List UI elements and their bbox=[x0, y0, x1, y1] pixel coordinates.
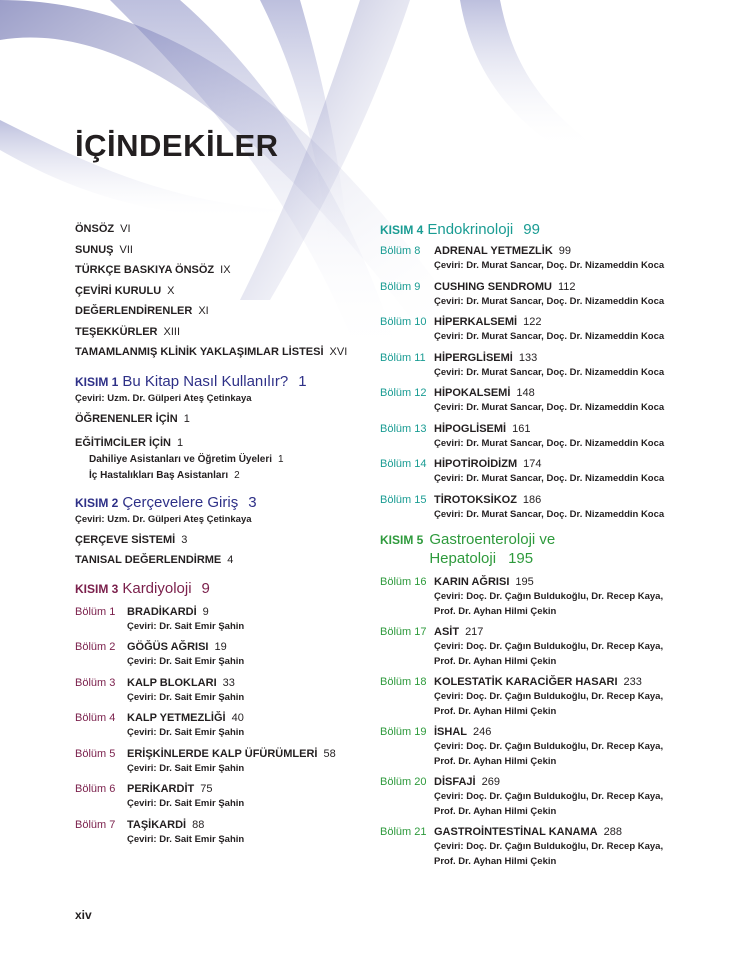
chapter-label: Bölüm 4 bbox=[75, 712, 116, 724]
chapter-entry[interactable] bbox=[380, 674, 680, 719]
chapter-label: Bölüm 5 bbox=[75, 747, 116, 760]
entry-title: TEŞEKKÜRLER bbox=[75, 325, 158, 338]
chapter-title: İSHAL bbox=[434, 726, 467, 738]
chapter-credit: Çeviri: Doç. Dr. Çağın Buldukoğlu, Dr. Recep Kaya, bbox=[434, 841, 664, 852]
chapter-entry[interactable] bbox=[380, 421, 680, 452]
toc-entry-egitimciler[interactable] bbox=[75, 435, 375, 452]
chapter-label: Bölüm 8 bbox=[380, 245, 421, 257]
chapter-title: HİPERGLİSEMİ bbox=[434, 351, 513, 364]
chapter-credit: Çeviri: Dr. Murat Sancar, Doç. Dr. Nizameddin Koca bbox=[434, 508, 665, 520]
chapter-title: TAŞİKARDİ bbox=[127, 818, 187, 831]
chapter-label: Bölüm 9 bbox=[380, 280, 421, 293]
chapter-title: HİPOTİROİDİZM bbox=[434, 458, 518, 470]
chapter-label: Bölüm 16 bbox=[380, 576, 427, 588]
chapter-title: GÖĞÜS AĞRISI bbox=[127, 641, 209, 653]
toc-entry-sunus[interactable] bbox=[75, 242, 375, 263]
entry-page: 3 bbox=[181, 533, 188, 546]
chapter-label: Bölüm 1 bbox=[75, 605, 116, 618]
entry-title: TÜRKÇE BASKIYA ÖNSÖZ bbox=[75, 264, 215, 276]
toc-left-column bbox=[75, 221, 375, 852]
chapter-entry[interactable] bbox=[75, 675, 375, 706]
entry-page: 1 bbox=[183, 412, 190, 425]
entry-page: VII bbox=[119, 243, 133, 256]
chapter-credit: Çeviri: Dr. Murat Sancar, Doç. Dr. Nizameddin Koca bbox=[434, 402, 665, 413]
chapter-label: Bölüm 10 bbox=[380, 316, 427, 328]
chapter-entry[interactable] bbox=[380, 350, 680, 381]
chapter-label: Bölüm 13 bbox=[380, 422, 427, 435]
chapter-title: PERİKARDİT bbox=[127, 783, 195, 795]
chapter-label: Bölüm 20 bbox=[380, 776, 427, 788]
chapter-title: HİPOKALSEMİ bbox=[434, 387, 511, 399]
chapter-page: 233 bbox=[623, 676, 642, 688]
part-page: 9 bbox=[201, 579, 210, 597]
chapter-label: Bölüm 2 bbox=[75, 641, 116, 653]
chapter-title: KALP BLOKLARI bbox=[127, 676, 217, 689]
entry-page: X bbox=[167, 284, 175, 297]
part-credit: Çeviri: Uzm. Dr. Gülperi Ateş Çetinkaya bbox=[75, 392, 252, 404]
entry-title: ÖNSÖZ bbox=[75, 223, 115, 235]
chapter-entry[interactable] bbox=[380, 385, 680, 416]
chapter-credit: Çeviri: Dr. Murat Sancar, Doç. Dr. Nizameddin Koca bbox=[434, 260, 665, 271]
chapter-page: 174 bbox=[523, 458, 542, 470]
chapter-page: 195 bbox=[515, 576, 534, 588]
part-label: KISIM 2 bbox=[75, 495, 119, 510]
chapter-entry[interactable] bbox=[75, 817, 375, 848]
part-page: 195 bbox=[508, 550, 534, 567]
toc-subentry[interactable] bbox=[75, 468, 375, 484]
chapter-label: Bölüm 6 bbox=[75, 783, 116, 795]
chapter-title: ADRENAL YETMEZLİK bbox=[434, 245, 553, 257]
chapter-page: 19 bbox=[214, 641, 227, 653]
part-title: Kardiyoloji bbox=[122, 579, 192, 597]
entry-title: TAMAMLANMIŞ KLİNİK YAKLAŞIMLAR LİSTESİ bbox=[75, 346, 324, 358]
part-heading-5[interactable] bbox=[380, 530, 680, 568]
chapter-entry[interactable] bbox=[380, 492, 680, 523]
part-label: KISIM 1 bbox=[75, 374, 119, 389]
chapter-page: 122 bbox=[523, 316, 542, 328]
chapter-entry[interactable] bbox=[380, 774, 680, 819]
chapter-page: 58 bbox=[323, 747, 336, 760]
chapter-entry[interactable] bbox=[380, 243, 680, 274]
part-page: 1 bbox=[298, 372, 307, 390]
chapter-entry[interactable] bbox=[75, 746, 375, 777]
chapter-credit: Çeviri: Dr. Murat Sancar, Doç. Dr. Nizameddin Koca bbox=[434, 437, 665, 449]
chapter-credit: Prof. Dr. Ayhan Hilmi Çekin bbox=[434, 855, 557, 867]
toc-entry-klinik-yaklasimlar[interactable] bbox=[75, 344, 375, 365]
part-title: Çerçevelere Giriş bbox=[122, 493, 239, 511]
chapter-label: Bölüm 14 bbox=[380, 458, 427, 470]
chapter-page: 33 bbox=[222, 676, 235, 689]
chapter-page: 246 bbox=[473, 726, 492, 738]
toc-entry-degerlendirenler[interactable] bbox=[75, 303, 375, 324]
chapter-page: 88 bbox=[192, 818, 205, 831]
chapter-credit: Prof. Dr. Ayhan Hilmi Çekin bbox=[434, 655, 557, 667]
chapter-page: 217 bbox=[465, 626, 484, 638]
chapter-page: 40 bbox=[231, 712, 244, 724]
toc-right-column bbox=[380, 221, 680, 874]
entry-page: XIII bbox=[163, 325, 181, 338]
entry-title: ÖĞRENENLER İÇİN bbox=[75, 412, 178, 425]
chapter-entry[interactable] bbox=[75, 604, 375, 635]
chapter-title: BRADİKARDİ bbox=[127, 605, 197, 618]
chapter-label: Bölüm 12 bbox=[380, 387, 427, 399]
chapter-label: Bölüm 21 bbox=[380, 826, 427, 838]
chapter-entry[interactable] bbox=[380, 574, 680, 619]
chapter-credit: Çeviri: Doç. Dr. Çağın Buldukoğlu, Dr. Recep Kaya, bbox=[434, 691, 664, 702]
chapter-credit: Çeviri: Dr. Murat Sancar, Doç. Dr. Nizameddin Koca bbox=[434, 331, 665, 342]
page-title: İÇİNDEKİLER bbox=[75, 128, 279, 163]
chapter-entry[interactable] bbox=[75, 781, 375, 812]
entry-title: EĞİTİMCİLER İÇİN bbox=[75, 436, 171, 449]
chapter-entry[interactable] bbox=[380, 314, 680, 345]
chapter-credit: Prof. Dr. Ayhan Hilmi Çekin bbox=[434, 605, 557, 617]
chapter-credit: Prof. Dr. Ayhan Hilmi Çekin bbox=[434, 755, 557, 767]
chapter-entry[interactable] bbox=[380, 724, 680, 769]
chapter-page: 9 bbox=[202, 605, 209, 618]
entry-page: XI bbox=[198, 305, 209, 317]
chapter-title: KALP YETMEZLİĞİ bbox=[127, 712, 226, 724]
chapter-title: CUSHING SENDROMU bbox=[434, 280, 552, 293]
entry-page: 2 bbox=[234, 469, 240, 481]
chapter-credit: Çeviri: Doç. Dr. Çağın Buldukoğlu, Dr. Recep Kaya, bbox=[434, 641, 664, 652]
toc-entry-cerceve-sistemi[interactable] bbox=[75, 532, 375, 552]
chapter-credit: Çeviri: Dr. Sait Emir Şahin bbox=[127, 691, 245, 703]
toc-entry-turkce-baskiya-onsoz[interactable] bbox=[75, 262, 375, 283]
chapter-credit: Çeviri: Dr. Murat Sancar, Doç. Dr. Nizameddin Koca bbox=[434, 366, 665, 378]
part-label: KISIM 4 bbox=[380, 223, 424, 237]
chapter-credit: Çeviri: Dr. Murat Sancar, Doç. Dr. Nizameddin Koca bbox=[434, 295, 665, 307]
toc-entry-tanisal-degerlendirme[interactable] bbox=[75, 552, 375, 572]
chapter-credit: Çeviri: Dr. Sait Emir Şahin bbox=[127, 833, 245, 845]
chapter-label: Bölüm 11 bbox=[380, 351, 426, 364]
chapter-entry[interactable] bbox=[380, 624, 680, 669]
entry-page: VI bbox=[120, 223, 131, 235]
toc-entry-ceviri-kurulu[interactable] bbox=[75, 283, 375, 304]
chapter-title: HİPERKALSEMİ bbox=[434, 316, 518, 328]
chapter-label: Bölüm 18 bbox=[380, 676, 427, 688]
entry-title: SUNUŞ bbox=[75, 243, 114, 256]
entry-page: 1 bbox=[176, 436, 184, 449]
part-label: KISIM 5 bbox=[380, 533, 424, 547]
chapter-title: ERİŞKİNLERDE KALP ÜFÜRÜMLERİ bbox=[127, 747, 318, 760]
chapter-title: ASİT bbox=[434, 626, 460, 638]
toc-entry-ogrenenler[interactable] bbox=[75, 411, 375, 431]
part-page: 3 bbox=[248, 493, 257, 511]
chapter-page: 288 bbox=[603, 826, 622, 838]
chapter-title: HİPOGLİSEMİ bbox=[434, 422, 507, 435]
part-heading-2[interactable] bbox=[75, 494, 375, 512]
entry-page: 4 bbox=[227, 553, 234, 566]
chapter-label: Bölüm 3 bbox=[75, 676, 116, 689]
chapter-entry[interactable] bbox=[75, 639, 375, 670]
chapter-title: GASTROİNTESTİNAL KANAMA bbox=[434, 826, 598, 838]
part-credit: Çeviri: Uzm. Dr. Gülperi Ateş Çetinkaya bbox=[75, 513, 252, 525]
chapter-credit: Prof. Dr. Ayhan Hilmi Çekin bbox=[434, 705, 557, 717]
chapter-title: KOLESTATİK KARACİĞER HASARI bbox=[434, 676, 618, 688]
chapter-page: 269 bbox=[481, 776, 500, 788]
chapter-credit: Çeviri: Dr. Sait Emir Şahin bbox=[127, 798, 245, 809]
page-number: xiv bbox=[75, 908, 92, 922]
entry-title: İç Hastalıkları Baş Asistanları bbox=[89, 469, 229, 481]
part-title: Bu Kitap Nasıl Kullanılır? bbox=[122, 372, 289, 390]
chapter-credit: Prof. Dr. Ayhan Hilmi Çekin bbox=[434, 805, 557, 817]
chapter-label: Bölüm 19 bbox=[380, 726, 427, 738]
entry-page: 1 bbox=[278, 453, 284, 465]
chapter-title: DİSFAJİ bbox=[434, 776, 476, 788]
chapter-credit: Çeviri: Dr. Murat Sancar, Doç. Dr. Nizameddin Koca bbox=[434, 473, 665, 484]
chapter-credit: Çeviri: Doç. Dr. Çağın Buldukoğlu, Dr. Recep Kaya, bbox=[434, 741, 664, 752]
part-title: Gastroenteroloji ve bbox=[429, 531, 556, 548]
chapter-label: Bölüm 7 bbox=[75, 818, 116, 831]
entry-title: ÇERÇEVE SİSTEMİ bbox=[75, 533, 176, 546]
chapter-page: 75 bbox=[200, 783, 213, 795]
part-label: KISIM 3 bbox=[75, 581, 119, 596]
chapter-title: KARIN AĞRISI bbox=[434, 576, 510, 588]
entry-page: IX bbox=[220, 264, 231, 276]
part-page: 99 bbox=[523, 221, 540, 238]
chapter-credit: Çeviri: Dr. Sait Emir Şahin bbox=[127, 727, 245, 738]
part-heading-4[interactable] bbox=[380, 221, 680, 239]
part-title: Hepatoloji bbox=[429, 550, 497, 567]
chapter-credit: Çeviri: Dr. Sait Emir Şahin bbox=[127, 762, 245, 774]
chapter-page: 161 bbox=[512, 422, 531, 435]
chapter-page: 133 bbox=[518, 351, 538, 364]
chapter-entry[interactable] bbox=[380, 279, 680, 310]
part-title: Endokrinoloji bbox=[427, 221, 514, 238]
toc-entry-onsoz[interactable] bbox=[75, 221, 375, 242]
chapter-label: Bölüm 15 bbox=[380, 493, 427, 506]
chapter-label: Bölüm 17 bbox=[380, 626, 427, 638]
toc-subentry[interactable] bbox=[75, 452, 375, 468]
toc-entry-tesekkurler[interactable] bbox=[75, 324, 375, 345]
chapter-page: 99 bbox=[558, 245, 572, 257]
entry-title: DEĞERLENDİRENLER bbox=[75, 305, 193, 317]
chapter-page: 186 bbox=[522, 493, 542, 506]
entry-title: TANISAL DEĞERLENDİRME bbox=[75, 553, 222, 566]
chapter-credit: Çeviri: Doç. Dr. Çağın Buldukoğlu, Dr. Recep Kaya, bbox=[434, 791, 664, 802]
entry-page: XVI bbox=[329, 346, 348, 358]
chapter-entry[interactable] bbox=[380, 456, 680, 487]
entry-title: ÇEVİRİ KURULU bbox=[75, 284, 162, 297]
entry-title: Dahiliye Asistanları ve Öğretim Üyeleri bbox=[89, 453, 273, 465]
part-heading-1[interactable] bbox=[75, 373, 375, 391]
chapter-credit: Çeviri: Dr. Sait Emir Şahin bbox=[127, 620, 245, 632]
chapter-credit: Çeviri: Dr. Sait Emir Şahin bbox=[127, 656, 245, 667]
chapter-page: 148 bbox=[516, 387, 535, 399]
chapter-entry[interactable] bbox=[75, 710, 375, 741]
chapter-page: 112 bbox=[557, 280, 576, 293]
chapter-credit: Çeviri: Doç. Dr. Çağın Buldukoğlu, Dr. Recep Kaya, bbox=[434, 591, 664, 602]
chapter-entry[interactable] bbox=[380, 824, 680, 869]
chapter-title: TİROTOKSİKOZ bbox=[434, 493, 517, 506]
part-heading-3[interactable] bbox=[75, 580, 375, 598]
